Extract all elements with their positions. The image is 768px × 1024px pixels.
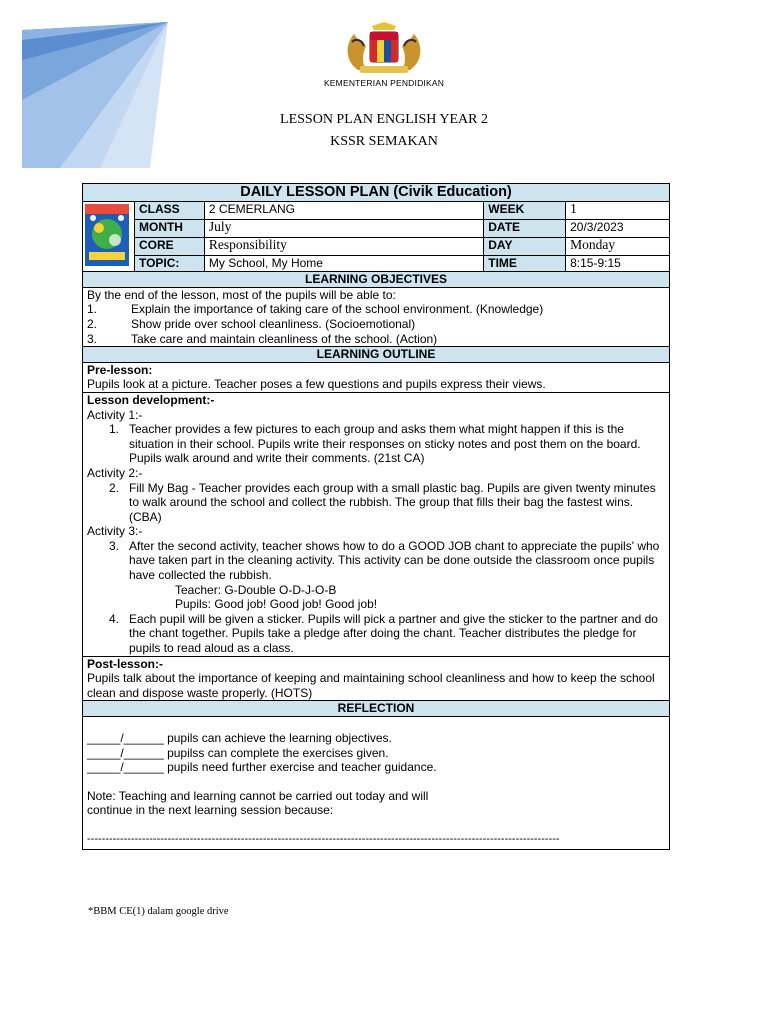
- core-value: Responsibility: [204, 237, 483, 255]
- daily-lesson-plan-heading: DAILY LESSON PLAN (Civik Education): [83, 184, 670, 202]
- objective-number: 1.: [87, 302, 98, 317]
- civik-book-image: [85, 204, 129, 266]
- activity-number: 4.: [109, 611, 120, 626]
- objective-text: Explain the importance of taking care of the school environment. (Knowledge): [131, 302, 544, 317]
- objective-number: 2.: [87, 316, 98, 331]
- dashed-line: ---------------------------------------------------------------------------------------------------------------------------------: [87, 832, 560, 845]
- learning-outline-heading: LEARNING OUTLINE: [83, 347, 670, 363]
- ministry-name: KEMENTERIAN PENDIDIKAN: [323, 78, 445, 88]
- activity-3-label: Activity 3:-: [87, 524, 143, 539]
- day-value: Monday: [566, 237, 670, 255]
- pre-lesson-cell: [83, 362, 670, 392]
- activity-text: Fill My Bag - Teacher provides each group with a small plastic bag. Pupils are given twenty minutes to walk around the school and collect the rubbish. The group that fills their bag the fastest wins. (CBA): [129, 480, 656, 524]
- topic-value: My School, My Home: [204, 256, 483, 272]
- month-label: MONTH: [134, 219, 204, 237]
- week-value: 1: [566, 201, 670, 219]
- subject-image-cell: [83, 201, 135, 272]
- activity-item: [87, 539, 665, 583]
- lesson-development-label: Lesson development:-: [87, 392, 215, 407]
- post-lesson-text: Pupils talk about the importance of keeping and maintaining school cleanliness and how to keep the school clean and dispose waste properly. (HOTS): [87, 671, 655, 700]
- page-subtitle: KSSR SEMAKAN: [330, 134, 438, 149]
- pre-lesson-text: Pupils look at a picture. Teacher poses a few questions and pupils express their views.: [87, 377, 546, 392]
- coat-of-arms-logo: [336, 20, 432, 76]
- activity-2-label: Activity 2:-: [87, 465, 143, 480]
- objective-item: [87, 332, 665, 347]
- objective-item: [87, 302, 665, 317]
- objective-number: 3.: [87, 331, 98, 346]
- activity-text: Teacher provides a few pictures to each group and asks them what might happen if this is the situation in their school. Pupils write their responses on sticky notes and post them on the board. Pupils walk around and write their comments. (21st CA): [129, 422, 641, 466]
- class-value: 2 CEMERLANG: [204, 201, 483, 219]
- core-label: CORE: [134, 237, 204, 255]
- activity-text: After the second activity, teacher shows how to do a GOOD JOB chant to appreciate the pupils' who have taken part in the cleaning activity. This activity can be done outside the classroom once pupils have collected the rubbish.: [129, 538, 660, 583]
- day-label: DAY: [484, 237, 566, 255]
- activity-number: 2.: [109, 480, 120, 495]
- learning-objectives-cell: [83, 287, 670, 346]
- activity-number: 1.: [109, 422, 120, 437]
- page-title: LESSON PLAN ENGLISH YEAR 2: [280, 112, 488, 127]
- date-label: DATE: [484, 219, 566, 237]
- learning-objectives-heading: LEARNING OBJECTIVES: [83, 272, 670, 288]
- month-value: July: [204, 219, 483, 237]
- time-value: 8:15-9:15: [566, 256, 670, 272]
- objective-text: Take care and maintain cleanliness of the school. (Action): [131, 331, 438, 346]
- objectives-intro: By the end of the lesson, most of the pupils will be able to:: [87, 287, 396, 302]
- reflection-cell: [83, 717, 670, 850]
- note-line: Note: Teaching and learning cannot be carried out today and will: [87, 788, 429, 803]
- pre-lesson-label: Pre-lesson:: [87, 362, 153, 377]
- objective-text: Show pride over school cleanliness. (Socioemotional): [131, 316, 416, 331]
- reflection-line: _____/______ pupils need further exercise and teacher guidance.: [87, 760, 437, 775]
- post-lesson-label: Post-lesson:-: [87, 656, 164, 671]
- activity-item: [87, 481, 665, 525]
- date-value: 20/3/2023: [566, 219, 670, 237]
- activity-item: [87, 422, 665, 466]
- time-label: TIME: [484, 256, 566, 272]
- corner-decoration: [0, 0, 200, 185]
- chant-teacher-line: Teacher: G-Double O-D-J-O-B: [175, 582, 337, 597]
- chant-pupils-line: Pupils: Good job! Good job! Good job!: [175, 597, 378, 612]
- activity-number: 3.: [109, 538, 120, 553]
- note-line: continue in the next learning session because:: [87, 803, 334, 818]
- activity-item: [87, 612, 665, 656]
- reflection-line: _____/______ pupilss can complete the exercises given.: [87, 745, 389, 760]
- objective-item: [87, 317, 665, 332]
- lesson-development-cell: [83, 392, 670, 656]
- reflection-line: _____/______ pupils can achieve the learning objectives.: [87, 731, 392, 745]
- reflection-heading: REFLECTION: [83, 701, 670, 717]
- class-label: CLASS: [134, 201, 204, 219]
- footnote: *BBM CE(1) dalam google drive: [88, 906, 229, 917]
- lesson-plan-table: [82, 183, 670, 850]
- topic-label: TOPIC:: [134, 256, 204, 272]
- activity-text: Each pupil will be given a sticker. Pupils will pick a partner and give the sticker to the partner and do the chant together. Pupils take a pledge after doing the chant. Teacher distributes the pledge for pupils to read aloud as a class.: [129, 611, 658, 656]
- post-lesson-cell: [83, 656, 670, 701]
- activity-1-label: Activity 1:-: [87, 407, 143, 422]
- week-label: WEEK: [484, 201, 566, 219]
